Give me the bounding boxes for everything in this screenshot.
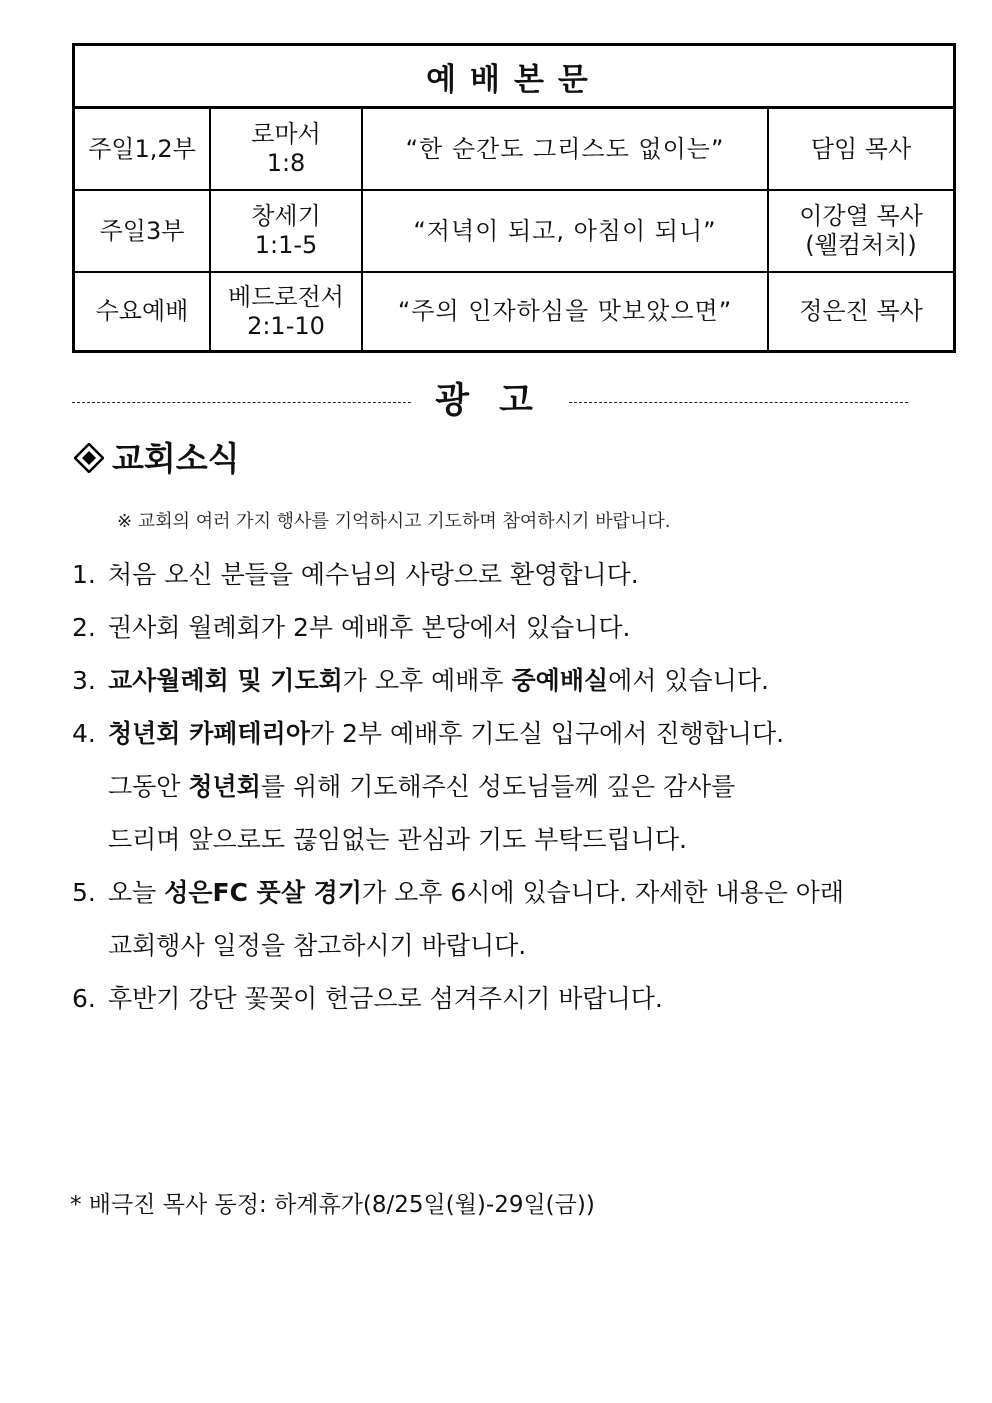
highlighted-text: 청년회 카페테리아: [108, 719, 310, 748]
highlighted-text: 청년회: [188, 772, 261, 801]
church-news-heading: [74, 433, 240, 480]
diamond-bullet-icon: [74, 442, 104, 472]
preacher: [768, 190, 955, 272]
announcements-header: [72, 378, 908, 421]
list-item: [72, 608, 972, 661]
scripture-passage: [210, 190, 362, 272]
item-number: 3.: [72, 666, 96, 695]
list-item: [72, 661, 972, 714]
passage-verse: 1:8: [266, 149, 306, 177]
preacher: [768, 272, 955, 352]
worship-table-header: 예배본문: [74, 45, 955, 108]
worship-passages-table: [72, 43, 956, 353]
passage-book: 베드로전서: [228, 282, 344, 311]
item-text: 에서 있습니다.: [608, 666, 769, 695]
list-item: [72, 926, 972, 979]
passage-book: 창세기: [251, 202, 321, 230]
item-text: 가 오후 예배후: [342, 666, 512, 695]
preacher-name: 담임 목사: [810, 134, 912, 163]
passage-book: 로마서: [251, 120, 321, 148]
item-number: 6.: [72, 984, 96, 1013]
dashed-divider-right: [569, 402, 908, 403]
service-name: 주일3부: [74, 190, 211, 272]
table-row: [74, 108, 955, 191]
list-item: [72, 714, 972, 767]
item-text: 후반기 강단 꽃꽂이 헌금으로 섬겨주시기 바랍니다.: [108, 984, 663, 1013]
scripture-passage: [210, 272, 362, 352]
item-text: 권사회 월례회가 2부 예배후 본당에서 있습니다.: [108, 613, 631, 642]
dashed-divider-left: [72, 402, 411, 403]
table-row: [74, 272, 955, 352]
pastor-schedule-note: * 배극진 목사 동정: 하계휴가(8/25일(월)-29일(금)): [70, 1192, 595, 1218]
service-name: 주일1,2부: [74, 108, 211, 191]
highlighted-text: 교사월례회 및 기도회: [108, 666, 343, 695]
list-item: [72, 767, 972, 820]
preacher: [768, 108, 955, 191]
scripture-passage: [210, 108, 362, 191]
preacher-name: 이강열 목사: [799, 202, 923, 230]
item-text: 교회행사 일정을 참고하시기 바랍니다.: [108, 931, 527, 960]
announcement-list: [72, 555, 972, 1032]
sermon-title: “한 순간도 그리스도 없이는”: [362, 108, 768, 191]
item-text: 그동안: [108, 772, 189, 801]
list-item: [72, 555, 972, 608]
service-name: 수요예배: [74, 272, 211, 352]
item-text: 오늘: [108, 878, 165, 907]
list-item: [72, 873, 972, 926]
item-text: 처음 오신 분들을 예수님의 사랑으로 환영합니다.: [108, 560, 639, 589]
preacher-church: (웰컴처치): [805, 231, 917, 259]
list-item: [72, 820, 972, 873]
item-number: 1.: [72, 560, 96, 589]
highlighted-text: 중예배실: [511, 666, 609, 695]
item-text: 를 위해 기도해주신 성도님들께 깊은 감사를: [260, 772, 736, 801]
highlighted-text: 성은FC 풋살 경기: [164, 878, 362, 907]
item-number: 2.: [72, 613, 96, 642]
item-number: 4.: [72, 719, 96, 748]
announcements-title: 광고: [435, 381, 563, 421]
passage-verse: 1:1-5: [254, 231, 318, 259]
church-news-title: 교회소식: [112, 439, 240, 478]
item-text: 드리며 앞으로도 끊임없는 관심과 기도 부탁드립니다.: [108, 825, 687, 854]
sermon-title: “저녁이 되고, 아침이 되니”: [362, 190, 768, 272]
preacher-name: 정은진 목사: [799, 297, 923, 325]
item-text: 가 2부 예배후 기도실 입구에서 진행합니다.: [309, 719, 785, 748]
participation-notice: ※ 교회의 여러 가지 행사를 기억하시고 기도하며 참여하시기 바랍니다.: [117, 511, 671, 532]
item-text: 가 오후 6시에 있습니다. 자세한 내용은 아래: [361, 878, 845, 907]
item-number: 5.: [72, 878, 96, 907]
table-row: [74, 190, 955, 272]
passage-verse: 2:1-10: [247, 311, 325, 340]
list-item: [72, 979, 972, 1032]
sermon-title: “주의 인자하심을 맛보았으면”: [362, 272, 768, 352]
